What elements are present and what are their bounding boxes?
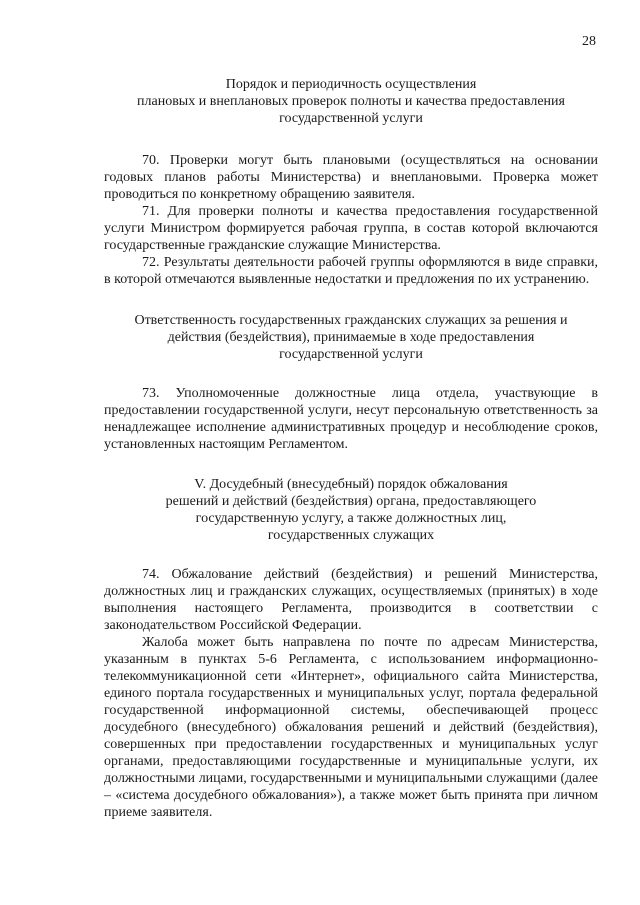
page-content [104,76,598,821]
paragraph-71: 71. Для проверки полноты и качества предоставления государственной услуги Министром формируется рабочая группа, в состав которой включаются государственные гражданские служащие Министерства. [104,204,598,253]
spacer [104,127,598,152]
paragraph-73: 73. Уполномоченные должностные лица отдела, участвующие в предоставлении государственной услуги, несут персональную ответственность за ненадлежащее исполнение административных процедур и несоблюдение сроков, установленных настоящим Регламентом. [104,386,598,452]
section-heading-appeal [104,476,598,544]
heading-line: действия (бездействия), принимаемые в ходе предоставления [167,330,535,345]
heading-line: государственной услуги [279,347,423,362]
heading-line: V. Досудебный (внесудебный) порядок обжалования [194,477,508,492]
paragraph-70: 70. Проверки могут быть плановыми (осуществляться на основании годовых планов работы Министерства) и внеплановыми. Проверка может проводиться по конкретному обращению заявителя. [104,153,598,202]
spacer [104,453,598,476]
section-heading-control-procedure [104,76,598,127]
paragraph-complaint: Жалоба может быть направлена по почте по адресам Министерства, указанным в пунктах 5-6 Регламента, с использованием информационно-телекоммуникационной сети «Интернет», официального сайта Министерства, единого портала государственных и муниципальных услуг, портала федеральной государственной информационной системы, обеспечивающей процесс досудебного (внесудебного) обжалования решений и действий (бездействия), совершенных при предоставлении государственных и муниципальных услуг органами, предоставляющими государственные и муниципальные услуги, их должностными лицами, государственными и муниципальными служащими (далее – «система досудебного обжалования»), а также может быть принята при личном приеме заявителя. [104,635,598,820]
spacer [104,363,598,385]
heading-line: государственных служащих [267,528,435,543]
heading-line: Ответственность государственных гражданских служащих за решения и [134,313,568,328]
heading-line: решений и действий (бездействия) органа, предоставляющего [165,494,537,509]
paragraph-74: 74. Обжалование действий (бездействия) и решений Министерства, должностных лиц и гражданских служащих, осуществляемых (принятых) в ходе выполнения настоящего Регламента, производится в соответствии с законодательством Российской Федерации. [104,567,598,633]
heading-line: плановых и внеплановых проверок полноты и качества предоставления [137,94,565,109]
heading-line: государственную услугу, а также должностных лиц, [195,511,507,526]
page-number: 28 [582,34,596,49]
paragraph-72: 72. Результаты деятельности рабочей группы оформляются в виде справки, в которой отмечаются выявленные недостатки и предложения по их устранению. [104,255,598,287]
spacer [104,288,598,312]
spacer [104,544,598,566]
heading-line: Порядок и периодичность осуществления [225,77,477,92]
section-heading-responsibility [104,312,598,363]
heading-line: государственной услуги [279,111,423,126]
